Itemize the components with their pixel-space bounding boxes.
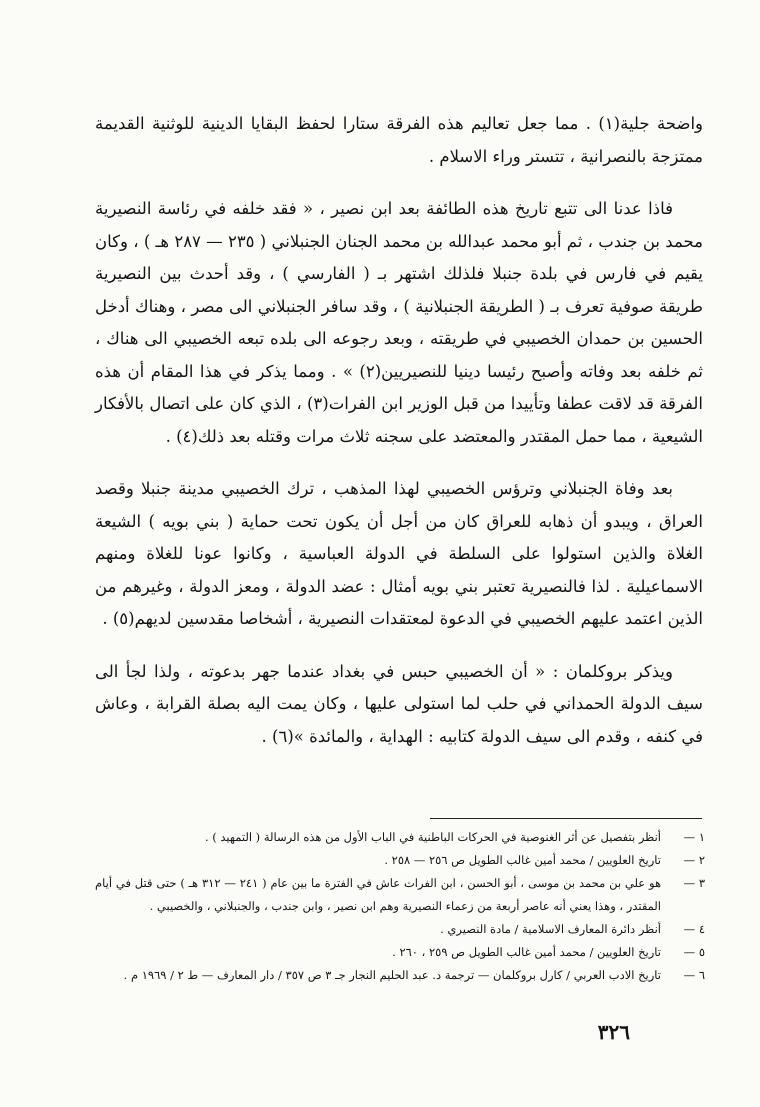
- footnote-text: أنظر بتفصيل عن أثر الغنوصية في الحركات الباطنية في الباب الأول من هذه الرسالة ( التمهيد ) .: [204, 830, 661, 844]
- footnote-number: ٥ —: [683, 945, 705, 959]
- main-text: [95, 108, 703, 753]
- footnote-number: ٣ —: [683, 876, 705, 890]
- footnote-text: هو علي بن محمد بن موسى ، أبو الحسن ، ابن الفرات عاش في الفترة ما بين عام ( ٢٤١ — ٣١٢ هـ ) حتى قتل في أيام المقتدر ، وهذا يعني أنه عاصر أربعة من زعماء النصيرية وهم ابن نصير ، وابن جندب ، والجنبلاني ، والخصيبي .: [95, 876, 662, 913]
- footnote-text: تاريخ الادب العربي / كارل بروكلمان — ترجمة د. عبد الحليم النجار جـ ٣ ص ٣٥٧ / دار المعارف — ط ٢ / ١٩٦٩ م .: [123, 968, 661, 982]
- footnote-text: تاريخ العلويين / محمد أمين غالب الطويل ص ٢٥٩ ، ٢٦٠ .: [392, 945, 661, 959]
- footnote-number: ٦ —: [683, 968, 705, 982]
- footnote-text: تاريخ العلويين / محمد أمين غالب الطويل ص ٢٥٦ — ٢٥٨ .: [384, 853, 661, 867]
- footnote: [95, 872, 705, 918]
- footnote-number: ٢ —: [683, 853, 705, 867]
- footnote-divider: [430, 818, 702, 819]
- footnote: [95, 849, 705, 872]
- footnote: [95, 941, 705, 964]
- paragraph: بعد وفاة الجنبلاني وترؤس الخصيبي لهذا المذهب ، ترك الخصيبي مدينة جنبلا وقصد العراق ، ويبدو أن ذهابه للعراق كان من أجل أن يكون تحت حماية ( بني بويه ) الشيعة الغلاة والذين استولوا على السلطة في الدولة العباسية ، وكانوا عونا للغلاة ومنهم الاسماعيلية . لذا فالنصيرية تعتبر بني بويه أمثال : عضد الدولة ، ومعز الدولة ، وغيرهم من الذين اعتمد عليهم الخصيبي في الدعوة لمعتقدات النصيرية ، أشخاصا مقدسين لديهم(٥) .: [95, 479, 703, 628]
- footnote-number: ١ —: [683, 830, 705, 844]
- footnotes-list: [95, 826, 705, 987]
- paragraph: فاذا عدنا الى تتبع تاريخ هذه الطائفة بعد ابن نصير ، « فقد خلفه في رئاسة النصيرية محمد بن جندب ، ثم أبو محمد عبدالله بن محمد الجنان الجنبلاني ( ٢٣٥ — ٢٨٧ هـ ) ، وكان يقيم في فارس في بلدة جنبلا فلذلك اشتهر بـ ( الفارسي ) ، وقد أحدث بين النصيرية طريقة صوفية تعرف بـ ( الطريقة الجنبلانية ) ، وقد سافر الجنبلاني الى مصر ، وهناك أدخل الحسين بن حمدان الخصيبي في طريقته ، وبعد رجوعه الى بلده تبعه الخصيبي الى هناك ، ثم خلفه بعد وفاته وأصبح رئيسا دينيا للنصيريين(٢) » . ومما يذكر في هذا المقام أن هذه الفرقة قد لاقت عطفا وتأييدا من قبل الوزير ابن الفرات(٣) ، الذي كان على اتصال بالأفكار الشيعية ، مما حمل المقتدر والمعتضد على سجنه ثلاث مرات وقتله بعد ذلك(٤) .: [95, 199, 704, 446]
- page-number: ٣٢٦: [597, 1020, 630, 1044]
- footnote-number: ٤ —: [683, 922, 705, 936]
- footnote-text: أنظر دائرة المعارف الاسلامية / مادة النصيري .: [440, 922, 661, 936]
- footnote: [95, 964, 705, 987]
- paragraph: ويذكر بروكلمان : « أن الخصيبي حبس في بغداد عندما جهر بدعوته ، ولذا لجأ الى سيف الدولة الحمداني في حلب لما استولى عليها ، وكان يمت اليه بصلة القرابة ، وعاش في كنفه ، وقدم الى سيف الدولة كتابيه : الهداية ، والمائدة »(٦) .: [95, 661, 703, 746]
- paragraph: واضحة جلية(١) . مما جعل تعاليم هذه الفرقة ستارا لحفظ البقايا الدينية للوثنية القديمة ممتزجة بالنصرانية ، تتستر وراء الاسلام .: [95, 114, 704, 166]
- footnote: [95, 826, 705, 849]
- footnote: [95, 918, 705, 941]
